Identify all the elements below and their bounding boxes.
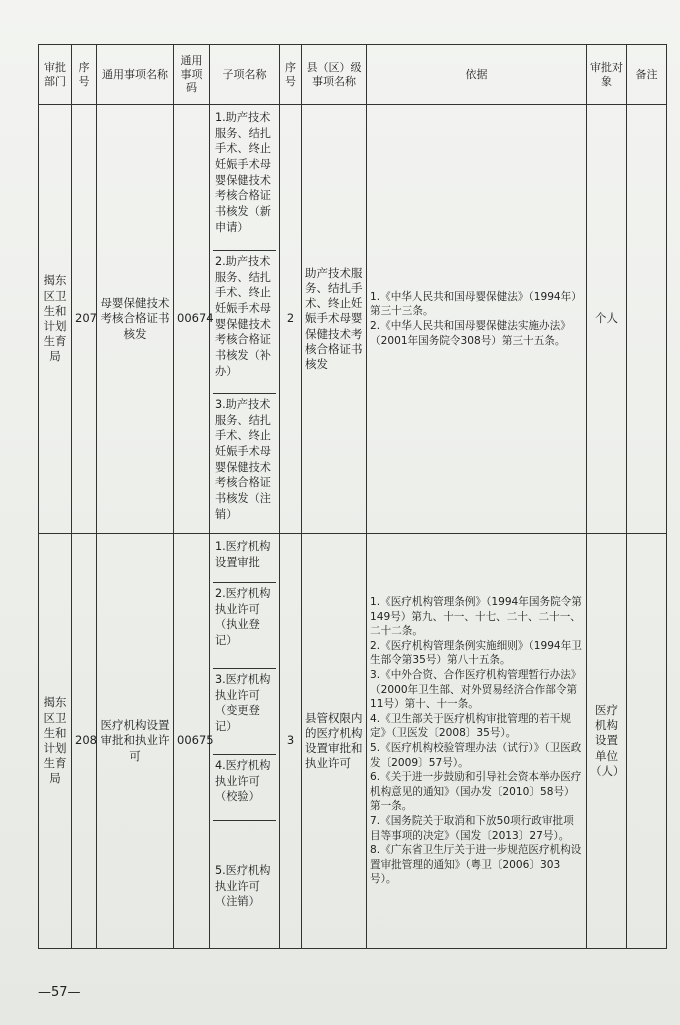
header-dept: 审批部门 [39,45,72,105]
basis-cell [367,534,587,949]
general-name-cell: 医疗机构设置审批和执业许可 [97,534,174,949]
sub-item: 4.医疗机构执业许可（校验） [213,754,276,820]
basis-line: 5.《医疗机构校验管理办法（试行）》（卫医政发〔2009〕57号）。 [370,742,582,769]
sub-items-cell [210,105,280,534]
header-general-code: 通用事项码 [174,45,210,105]
target-cell: 医疗机构设置单位（人） [587,534,627,949]
header-county-name: 县（区）级事项名称 [302,45,367,105]
basis-line: 8.《广东省卫生厅关于进一步规范医疗机构设置审批管理的通知》（粤卫〔2006〕303号）。 [370,844,582,886]
sub-item: 2.医疗机构执业许可（执业登记） [213,582,276,668]
sub-item: 3.助产技术服务、结扎手术、终止妊娠手术母婴保健技术考核合格证书核发（注销） [213,393,276,531]
table-row [39,534,667,949]
note-cell [627,534,667,949]
sub-item: 1.助产技术服务、结扎手术、终止妊娠手术母婴保健技术考核合格证书核发（新申请） [215,111,271,234]
county-name-cell: 助产技术服务、结扎手术、终止妊娠手术母婴保健技术考核合格证书核发 [302,105,367,534]
sub-items-cell [210,534,280,949]
sub-item: 5.医疗机构执业许可（注销） [213,820,276,946]
header-sub-name: 子项名称 [210,45,280,105]
seq-cell: 207 [72,105,97,534]
sub-seq-cell: 2 [280,105,302,534]
basis-line: 7.《国务院关于取消和下放50项行政审批项目等事项的决定》（国发〔2013〕27号）。 [370,815,574,842]
general-code-cell: 00675 [174,534,210,949]
header-general-name: 通用事项名称 [97,45,174,105]
header-note: 备注 [627,45,667,105]
basis-line: 1.《医疗机构管理条例》（1994年国务院令第149号）第九、十一、十七、二十、二十一、二十二条。 [370,595,582,638]
basis-line: 4.《卫生部关于医疗机构审批管理的若干规定》（卫医发〔2008〕35号）。 [370,712,571,740]
general-name-cell: 母婴保健技术考核合格证书核发 [97,105,174,534]
sub-item: 2.助产技术服务、结扎手术、终止妊娠手术母婴保健技术考核合格证书核发（补办） [213,250,276,393]
header-sub-seq: 序号 [280,45,302,105]
sub-item: 1.医疗机构设置审批 [215,540,271,569]
basis-cell [367,105,587,534]
dept-cell: 揭东区卫生和计划生育局 [39,105,72,534]
sub-seq-cell: 3 [280,534,302,949]
basis-line: 2.《中华人民共和国母婴保健法实施办法》（2001年国务院令308号）第三十五条。 [370,320,571,347]
target-cell: 个人 [587,105,627,534]
header-row [39,45,667,105]
seq-cell: 208 [72,534,97,949]
dept-cell: 揭东区卫生和计划生育局 [39,534,72,949]
header-basis: 依据 [367,45,587,105]
table-row [39,105,667,534]
header-seq: 序号 [72,45,97,105]
page-number: —57— [38,985,81,1000]
sub-item: 3.医疗机构执业许可（变更登记） [213,668,276,754]
basis-line: 6.《关于进一步鼓励和引导社会资本举办医疗机构意见的通知》（国办发〔2010〕58号）第一条。 [370,771,582,813]
general-code-cell: 00674 [174,105,210,534]
basis-line: 1.《中华人民共和国母婴保健法》（1994年）第三十三条。 [370,290,582,318]
note-cell [627,105,667,534]
basis-line: 3.《中外合资、合作医疗机构管理暂行办法》（2000年卫生部、对外贸易经济合作部令第11号）第十、十一条。 [370,668,582,711]
header-target: 审批对象 [587,45,627,105]
approval-table [38,44,667,949]
basis-line: 2.《医疗机构管理条例实施细则》（1994年卫生部令第35号）第八十五条。 [370,639,582,667]
county-name-cell: 县管权限内的医疗机构设置审批和执业许可 [302,534,367,949]
